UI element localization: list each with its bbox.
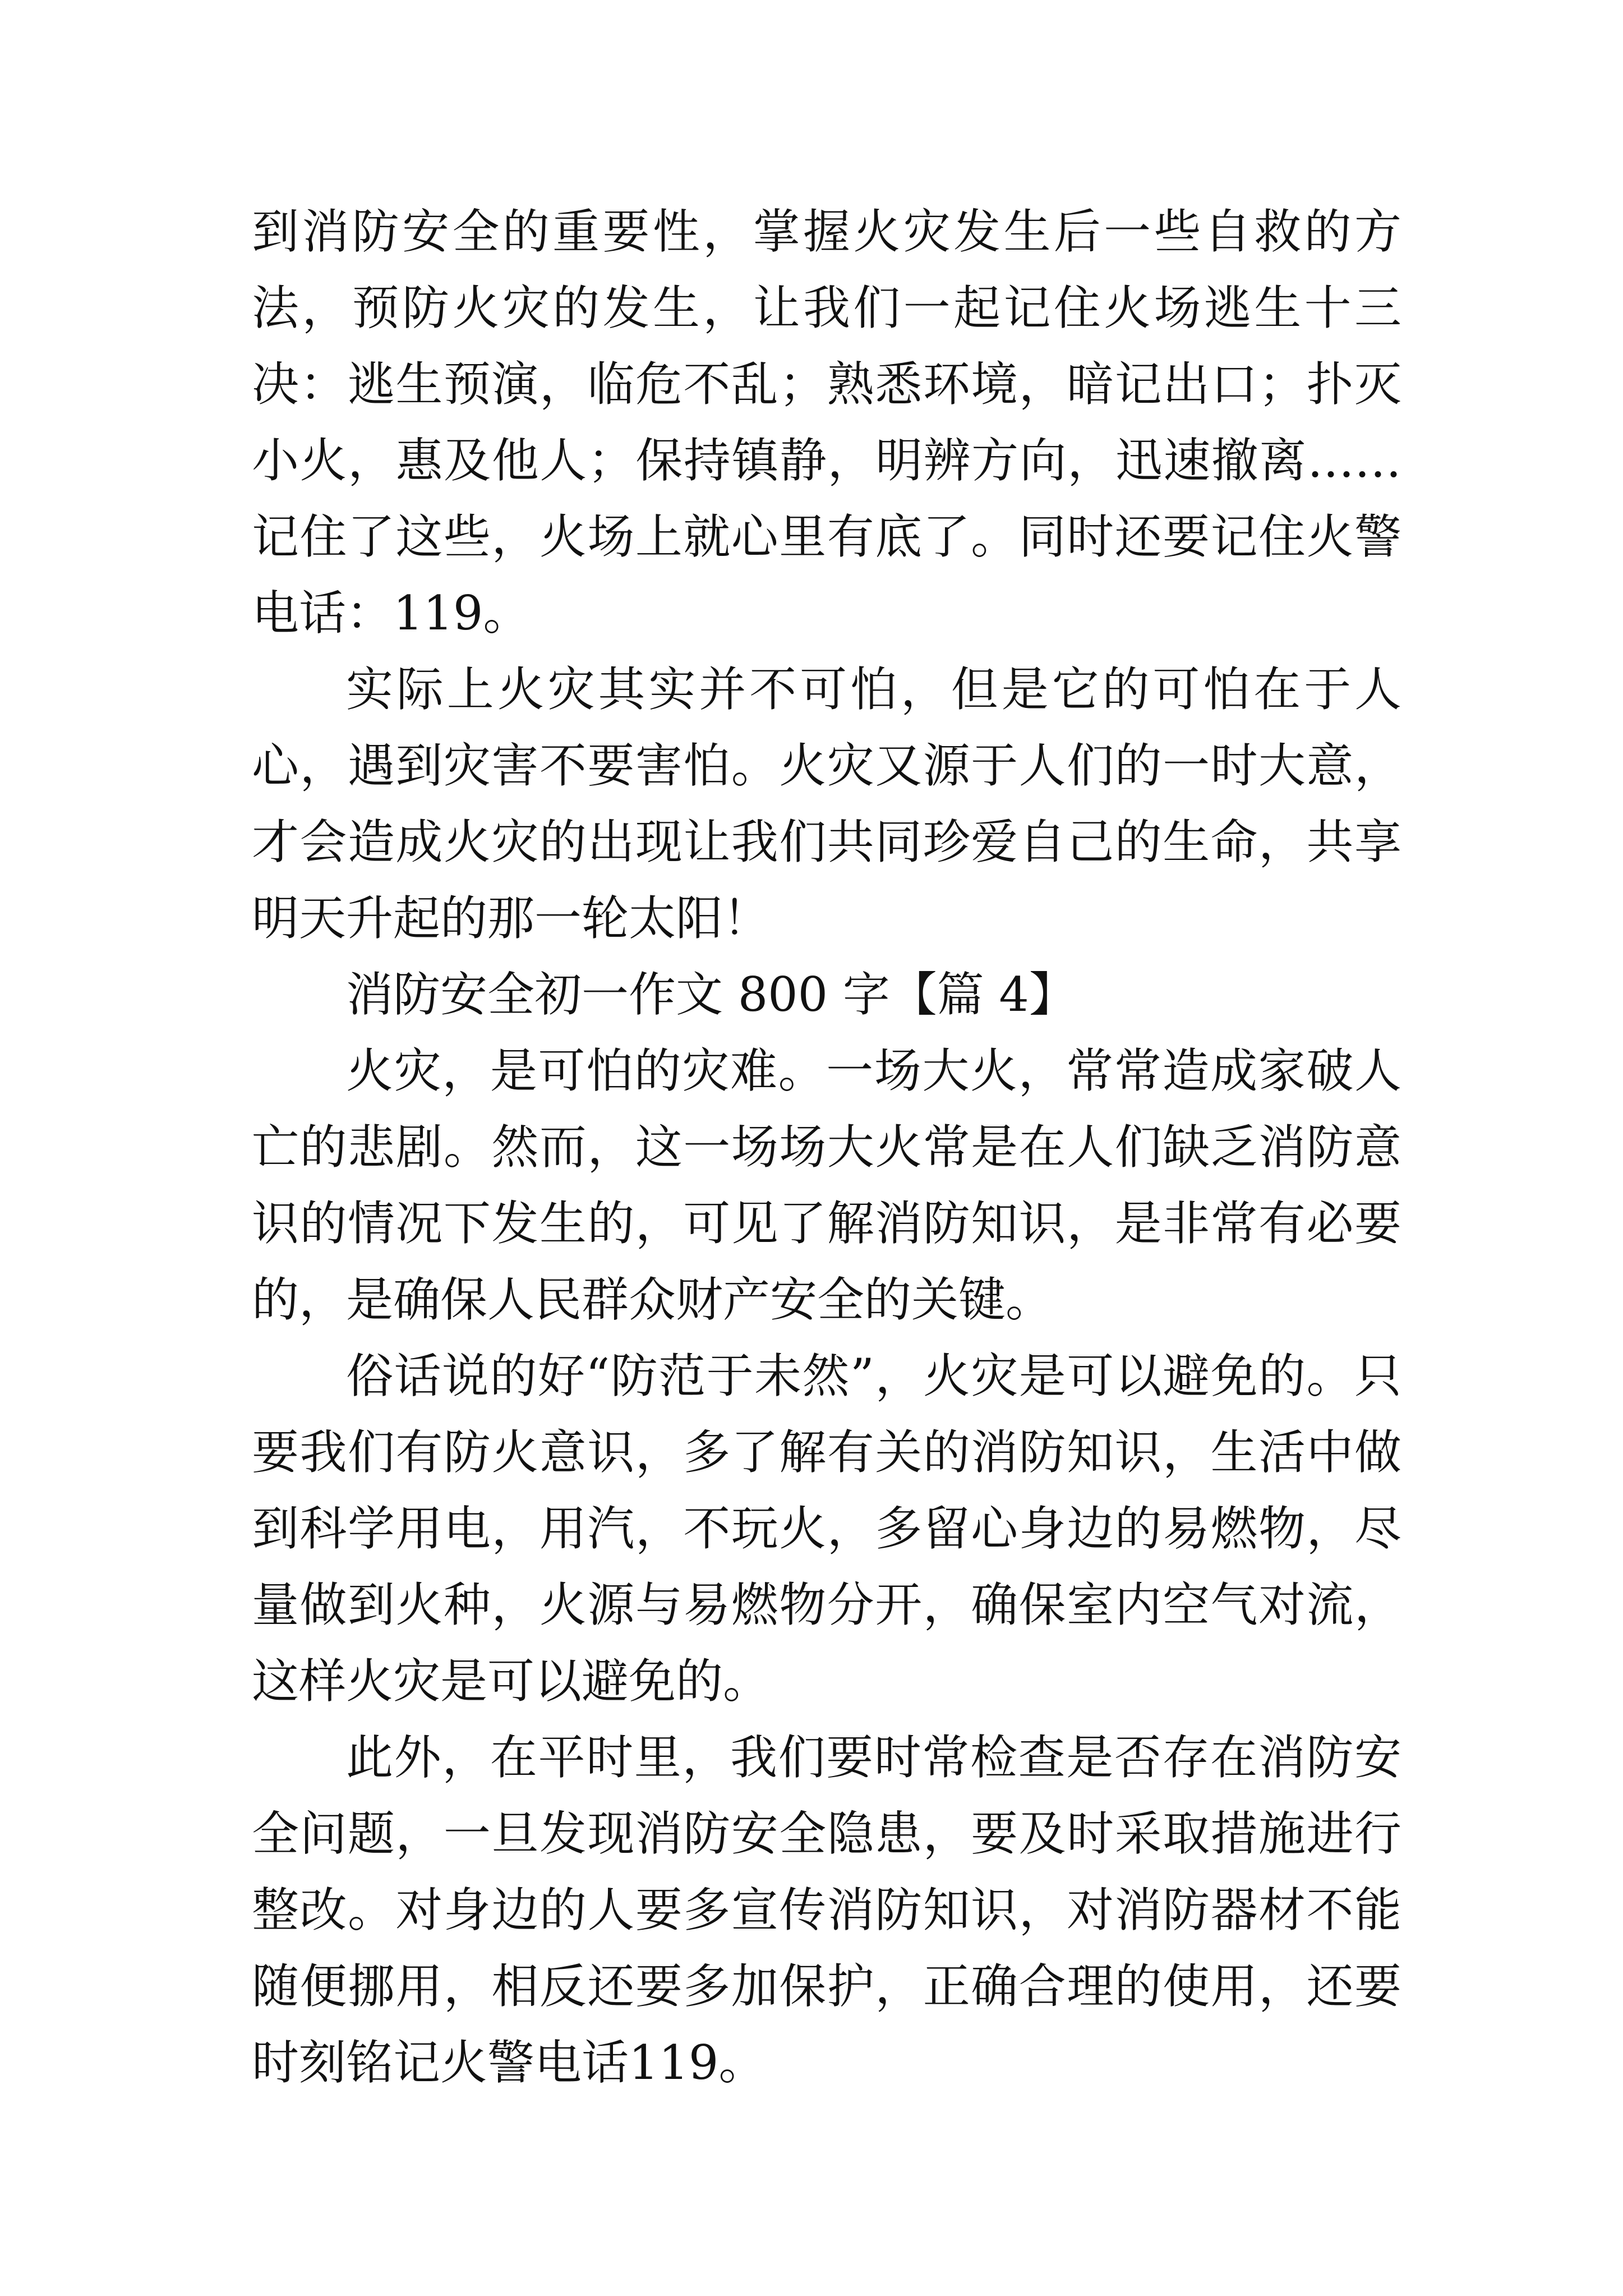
section-heading: 消防安全初一作文 800 字【篇 4】 bbox=[346, 967, 1076, 1022]
paragraph-prevention: 俗话说的好“防范于未然”，火灾是可以避免的。只要我们有防火意识，多了解有关的消防知识，生活中做到科学用电，用汽，不玩火，多留心身边的易燃物，尽量做到火种，火源与易燃物分开，确保室内空气对流，这样火灾是可以避免的。 bbox=[252, 1349, 1401, 1709]
paragraph-conclusion: 实际上火灾其实并不可怕，但是它的可怕在于人心，遇到灾害不要害怕。火灾又源于人们的一时大意，才会造成火灾的出现让我们共同珍爱自己的生命，共享明天升起的那一轮太阳！ bbox=[252, 662, 1401, 946]
paragraph-intro: 火灾，是可怕的灾难。一场大火，常常造成家破人亡的悲剧。然而，这一场场大火常是在人们缺乏消防意识的情况下发生的，可见了解消防知识，是非常有必要的，是确保人民群众财产安全的关键。 bbox=[252, 1043, 1401, 1327]
paragraph-continuation: 到消防安全的重要性，掌握火灾发生后一些自救的方法，预防火灾的发生，让我们一起记住火场逃生十三决：逃生预演，临危不乱；熟悉环境，暗记出口；扑灭小火，惠及他人；保持镇静，明辨方向，迅速撤离……记住了这些，火场上就心里有底了。同时还要记住火警电话：119。 bbox=[252, 204, 1401, 641]
paragraph-inspection: 此外，在平时里，我们要时常检查是否存在消防安全问题，一旦发现消防安全隐患，要及时采取措施进行整改。对身边的人要多宣传消防知识，对消防器材不能随便挪用，相反还要多加保护，正确合理的使用，还要时刻铭记火警电话119。 bbox=[252, 1730, 1401, 2090]
document-body bbox=[252, 194, 1401, 2101]
